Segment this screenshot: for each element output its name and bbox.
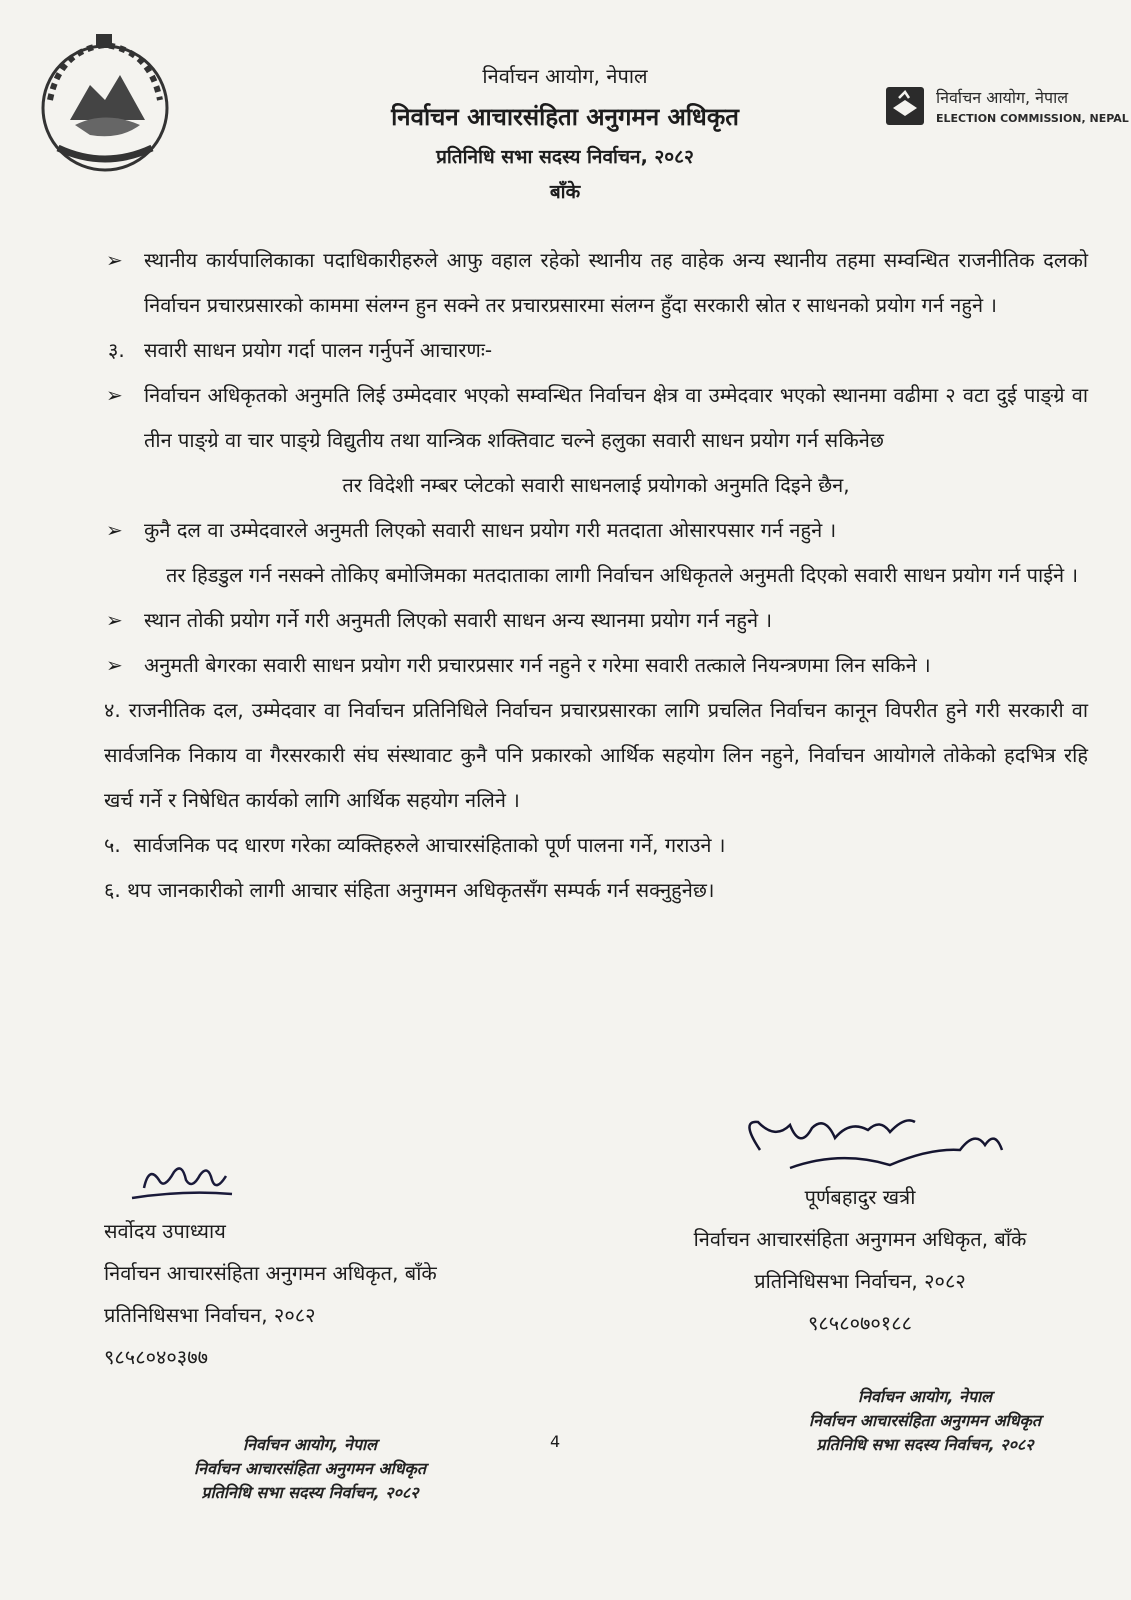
stamp-left: निर्वाचन आयोग, नेपाल निर्वाचन आचारसंहिता अनुगमन अधिकृत प्रतिनिधि सभा सदस्य निर्वाचन, २०८२ <box>194 1435 426 1502</box>
page-number: 4 <box>550 1432 561 1451</box>
right-signatory-election: प्रतिनिधिसभा निर्वाचन, २०८२ <box>754 1269 966 1293</box>
arrow-bullet-icon: ➢ <box>106 383 123 407</box>
section-6: ६. थप जानकारीको लागी आचार संहिता अनुगमन अधिकृतसँग सम्पर्क गर्न सक्नुहुनेछ। <box>104 878 715 902</box>
proviso-disabled-voters: तर हिडडुल गर्न नसक्ने तोकिए बमोजिमका मतदाताका लागी निर्वाचन अधिकृतले अनुमती दिएको सवारी साधन प्रयोग गर्न पाईने । <box>166 563 1079 587</box>
right-signatory-name: पूर्णबहादुर खत्री <box>804 1185 916 1209</box>
proviso-foreign-plate: तर विदेशी नम्बर प्लेटको सवारी साधनलाई प्रयोगको अनुमति दिइने छैन, <box>342 473 850 497</box>
section-3-heading: ३. सवारी साधन प्रयोग गर्दा पालन गर्नुपर्ने आचारणः- <box>108 338 493 362</box>
ec-logo-en: ELECTION COMMISSION, NEPAL <box>936 112 1129 125</box>
arrow-bullet-icon: ➢ <box>106 518 123 542</box>
district: बाँके <box>549 181 581 203</box>
bullet-unpermitted-vehicle: ➢ अनुमती बेगरका सवारी साधन प्रयोग गरी प्रचारप्रसार गर्न नहुने र गरेमा सवारी तत्काले नियन्त्रणमा लिन सकिने । <box>104 643 1088 688</box>
right-signatory-phone: ९८५८०७०१८८ <box>808 1311 912 1335</box>
left-signatory-name: सर्वोदय उपाध्याय <box>104 1219 226 1243</box>
ec-logo-np: निर्वाचन आयोग, नेपाल <box>936 88 1069 107</box>
signature-left-scribble <box>104 1150 264 1210</box>
arrow-bullet-icon: ➢ <box>106 653 123 677</box>
left-signatory-election: प्रतिनिधिसभा निर्वाचन, २०८२ <box>104 1303 316 1327</box>
arrow-bullet-icon: ➢ <box>106 248 123 272</box>
bullet-voter-transport: ➢ कुनै दल वा उम्मेदवारले अनुमती लिएको सवारी साधन प्रयोग गरी मतदाता ओसारपसार गर्न नहुने । <box>104 508 1088 553</box>
signature-left <box>104 1150 544 1378</box>
bullet-local: ➢ स्थानीय कार्यपालिकाका पदाधिकारीहरुले आफु वहाल रहेको स्थानीय तह वाहेक अन्य स्थानीय तहमा सम्वन्धित राजनीतिक दलको निर्वाचन प्रचारप्रसारको काममा संलग्न हुन सक्ने तर प्रचारप्रसारमा संलग्न हुँदा सरकारी स्रोत र साधनको प्रयोग गर्न नहुने । <box>104 238 1088 328</box>
office-title: निर्वाचन आचारसंहिता अनुगमन अधिकृत <box>391 103 739 131</box>
right-signatory-role: निर्वाचन आचारसंहिता अनुगमन अधिकृत, बाँके <box>693 1227 1027 1251</box>
left-signatory-phone: ९८५८०४०३७७ <box>104 1345 208 1369</box>
document-body <box>104 238 1088 913</box>
stamp-right: निर्वाचन आयोग, नेपाल निर्वाचन आचारसंहिता अनुगमन अधिकृत प्रतिनिधि सभा सदस्य निर्वाचन, २०८२ <box>809 1387 1041 1454</box>
section-4: ४. राजनीतिक दल, उम्मेदवार वा निर्वाचन प्रतिनिधिले निर्वाचन प्रचारप्रसारका लागि प्रचलित निर्वाचन कानून विपरीत हुने गरी सरकारी वा सार्वजनिक निकाय वा गैरसरकारी संघ संस्थावाट कुनै पनि प्रकारको आर्थिक सहयोग लिन नहुने, निर्वाचन आयोगले तोकेको हदभित्र रहि खर्च गर्ने र निषेधित कार्यको लागि आर्थिक सहयोग नलिने । <box>104 698 1088 812</box>
signature-right <box>640 1150 1080 1344</box>
bullet-location-use: ➢ स्थान तोकी प्रयोग गर्ने गरी अनुमती लिएको सवारी साधन अन्य स्थानमा प्रयोग गर्न नहुने । <box>104 598 1088 643</box>
signature-right-scribble <box>640 1110 1080 1182</box>
bullet-vehicle-permit: ➢ निर्वाचन अधिकृतको अनुमति लिई उम्मेदवार भएको सम्वन्धित निर्वाचन क्षेत्र वा उम्मेदवार भएको स्थानमा वढीमा २ वटा दुई पाङ्ग्रे वा तीन पाङ्ग्रे वा चार पाङ्ग्रे विद्युतीय तथा यान्त्रिक शक्तिवाट चल्ने हलुका सवारी साधन प्रयोग गर्न सकिनेछ <box>104 373 1088 463</box>
ec-logo-icon <box>885 86 925 126</box>
nepal-emblem-icon <box>30 30 180 180</box>
org-line: निर्वाचन आयोग, नेपाल <box>482 64 648 88</box>
arrow-bullet-icon: ➢ <box>106 608 123 632</box>
section-5: ५. सार्वजनिक पद धारण गरेका व्यक्तिहरुले आचारसंहिताको पूर्ण पालना गर्ने, गराउने । <box>104 833 726 857</box>
election-title: प्रतिनिधि सभा सदस्य निर्वाचन, २०८२ <box>436 146 694 168</box>
left-signatory-role: निर्वाचन आचारसंहिता अनुगमन अधिकृत, बाँके <box>104 1261 437 1285</box>
